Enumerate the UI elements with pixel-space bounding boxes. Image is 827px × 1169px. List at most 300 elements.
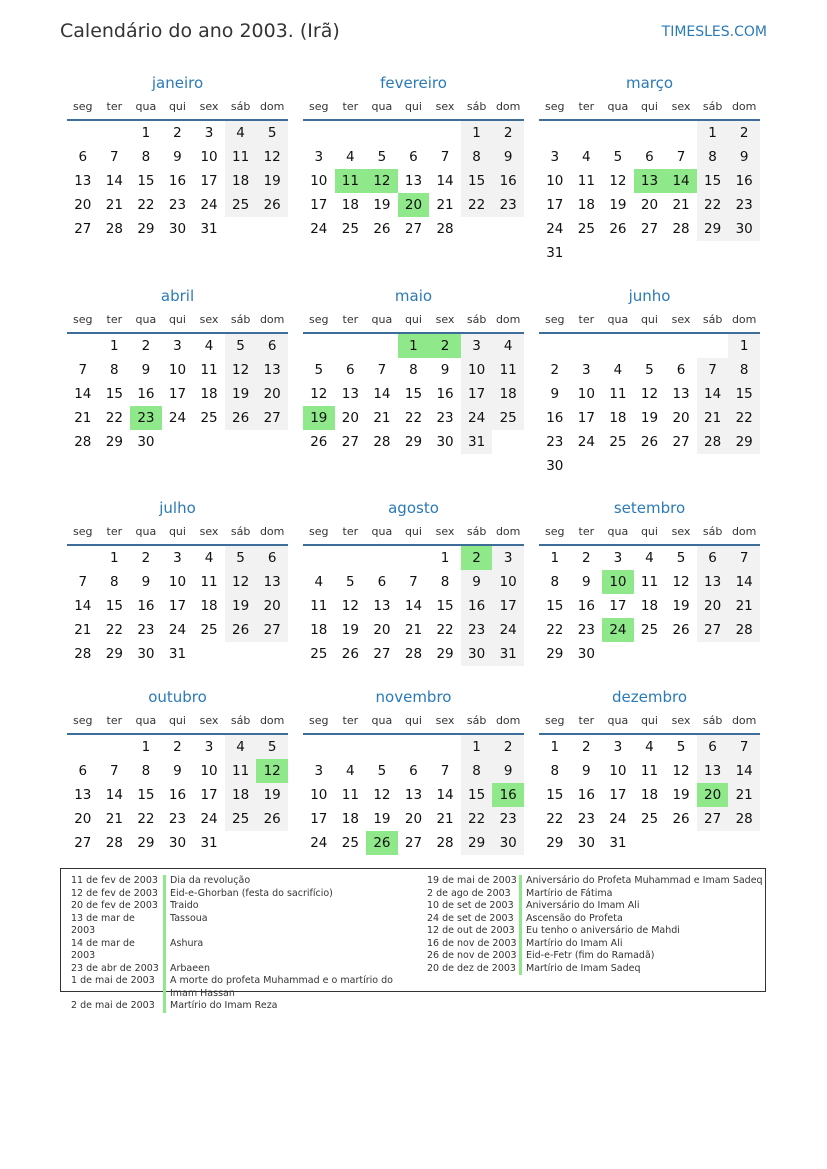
day-cell[interactable]: 4 (582, 149, 591, 165)
day-cell[interactable]: 21 (672, 197, 690, 213)
day-cell[interactable]: 18 (200, 598, 218, 614)
day-cell[interactable]: 18 (609, 410, 627, 426)
day-cell[interactable]: 27 (74, 835, 92, 851)
day-cell[interactable]: 30 (577, 835, 595, 851)
day-cell[interactable]: 29 (436, 646, 454, 662)
day-cell[interactable]: 29 (105, 646, 123, 662)
day-cell[interactable]: 3 (492, 546, 524, 570)
day-cell[interactable]: 18 (341, 811, 359, 827)
day-cell[interactable]: 19 (373, 811, 391, 827)
day-cell[interactable]: 3 (173, 550, 182, 566)
day-cell[interactable]: 7 (110, 763, 119, 779)
day-cell[interactable]: 24 (546, 221, 564, 237)
day-cell[interactable]: 27 (341, 434, 359, 450)
day-cell[interactable]: 1 (110, 550, 119, 566)
day-cell[interactable]: 15 (137, 173, 155, 189)
day-cell[interactable]: 31 (200, 221, 218, 237)
day-cell[interactable]: 24 (461, 406, 493, 430)
day-cell[interactable]: 16 (461, 594, 493, 618)
day-cell[interactable]: 1 (550, 550, 560, 566)
day-cell[interactable]: 9 (440, 362, 450, 378)
day-cell[interactable]: 17 (200, 787, 218, 803)
day-cell[interactable]: 14 (436, 173, 454, 189)
day-cell[interactable]: 17 (168, 386, 187, 402)
day-cell[interactable]: 18 (577, 197, 595, 213)
day-cell[interactable]: 29 (461, 831, 493, 855)
day-cell[interactable]: 6 (256, 546, 288, 570)
day-cell[interactable]: 13 (256, 570, 288, 594)
day-cell[interactable]: 20 (672, 410, 690, 426)
day-cell[interactable]: 26 (256, 807, 288, 831)
day-cell[interactable]: 8 (440, 574, 450, 590)
day-cell[interactable]: 7 (440, 763, 450, 779)
day-cell[interactable]: 24 (168, 622, 187, 638)
day-cell[interactable]: 5 (314, 362, 324, 378)
day-cell[interactable]: 4 (314, 574, 324, 590)
day-cell[interactable]: 29 (728, 430, 760, 454)
day-cell[interactable]: 13 (672, 386, 690, 402)
day-cell[interactable]: 26 (256, 193, 288, 217)
day-cell[interactable]: 23 (577, 811, 595, 827)
day-cell[interactable]: 16 (728, 169, 760, 193)
day-cell[interactable]: 13 (256, 358, 288, 382)
day-cell[interactable]: 18 (225, 169, 257, 193)
day-cell[interactable]: 6 (697, 546, 729, 570)
day-cell[interactable]: 22 (546, 622, 564, 638)
day-cell[interactable]: 17 (168, 598, 187, 614)
day-cell[interactable]: 20 (341, 410, 359, 426)
day-cell[interactable]: 4 (204, 550, 214, 566)
day-cell[interactable]: 13 (697, 759, 729, 783)
day-cell[interactable]: 29 (137, 221, 155, 237)
day-cell[interactable]: 25 (609, 434, 627, 450)
day-cell[interactable]: 1 (440, 550, 450, 566)
day-cell[interactable]: 27 (640, 221, 659, 237)
day-cell[interactable]: 15 (404, 386, 423, 402)
day-cell[interactable]: 30 (492, 831, 524, 855)
day-cell[interactable]: 5 (256, 121, 288, 145)
day-cell[interactable]: 19 (672, 598, 690, 614)
day-cell[interactable]: 30 (461, 642, 493, 666)
day-cell[interactable]: 25 (640, 811, 659, 827)
day-cell[interactable]: 28 (404, 646, 423, 662)
day-cell[interactable]: 3 (461, 334, 493, 358)
day-cell[interactable]: 27 (373, 646, 391, 662)
day-cell[interactable]: 12 (225, 570, 257, 594)
day-cell[interactable]: 20 (373, 622, 391, 638)
day-cell[interactable]: 9 (173, 149, 182, 165)
day-cell[interactable]: 15 (105, 598, 123, 614)
holiday-day-cell[interactable]: 24 (602, 618, 634, 642)
day-cell[interactable]: 21 (373, 410, 391, 426)
day-cell[interactable]: 14 (373, 386, 391, 402)
day-cell[interactable]: 12 (672, 763, 690, 779)
day-cell[interactable]: 23 (728, 193, 760, 217)
day-cell[interactable]: 9 (550, 386, 560, 402)
day-cell[interactable]: 10 (609, 763, 627, 779)
day-cell[interactable]: 15 (697, 169, 729, 193)
day-cell[interactable]: 8 (550, 763, 560, 779)
day-cell[interactable]: 30 (577, 646, 595, 662)
day-cell[interactable]: 27 (697, 807, 729, 831)
day-cell[interactable]: 13 (341, 386, 359, 402)
day-cell[interactable]: 30 (728, 217, 760, 241)
day-cell[interactable]: 22 (404, 410, 423, 426)
day-cell[interactable]: 26 (373, 221, 391, 237)
day-cell[interactable]: 23 (492, 807, 524, 831)
day-cell[interactable]: 4 (225, 735, 257, 759)
day-cell[interactable]: 2 (173, 125, 182, 141)
day-cell[interactable]: 20 (256, 594, 288, 618)
day-cell[interactable]: 22 (105, 410, 123, 426)
day-cell[interactable]: 16 (137, 598, 155, 614)
day-cell[interactable]: 20 (256, 382, 288, 406)
day-cell[interactable]: 27 (672, 434, 690, 450)
holiday-day-cell[interactable]: 2 (429, 334, 461, 358)
day-cell[interactable]: 25 (200, 622, 218, 638)
day-cell[interactable]: 13 (404, 787, 423, 803)
day-cell[interactable]: 19 (640, 410, 659, 426)
day-cell[interactable]: 22 (546, 811, 564, 827)
day-cell[interactable]: 14 (697, 382, 729, 406)
holiday-day-cell[interactable]: 2 (461, 546, 493, 570)
day-cell[interactable]: 19 (256, 169, 288, 193)
day-cell[interactable]: 20 (404, 811, 423, 827)
day-cell[interactable]: 18 (225, 783, 257, 807)
day-cell[interactable]: 9 (141, 574, 151, 590)
day-cell[interactable]: 16 (492, 169, 524, 193)
day-cell[interactable]: 15 (105, 386, 123, 402)
day-cell[interactable]: 6 (78, 149, 88, 165)
day-cell[interactable]: 8 (110, 574, 119, 590)
day-cell[interactable]: 9 (582, 763, 591, 779)
day-cell[interactable]: 4 (645, 739, 654, 755)
day-cell[interactable]: 8 (697, 145, 729, 169)
day-cell[interactable]: 30 (168, 835, 187, 851)
day-cell[interactable]: 21 (728, 594, 760, 618)
day-cell[interactable]: 11 (225, 759, 257, 783)
day-cell[interactable]: 25 (200, 410, 218, 426)
day-cell[interactable]: 21 (436, 197, 454, 213)
day-cell[interactable]: 7 (440, 149, 450, 165)
day-cell[interactable]: 25 (341, 221, 359, 237)
day-cell[interactable]: 4 (225, 121, 257, 145)
day-cell[interactable]: 22 (436, 622, 454, 638)
day-cell[interactable]: 10 (546, 173, 564, 189)
day-cell[interactable]: 6 (409, 763, 418, 779)
day-cell[interactable]: 3 (613, 739, 623, 755)
day-cell[interactable]: 8 (550, 574, 560, 590)
day-cell[interactable]: 2 (728, 121, 760, 145)
day-cell[interactable]: 30 (546, 458, 564, 474)
day-cell[interactable]: 7 (728, 546, 760, 570)
day-cell[interactable]: 26 (341, 646, 359, 662)
day-cell[interactable]: 22 (461, 193, 493, 217)
day-cell[interactable]: 31 (168, 646, 187, 662)
day-cell[interactable]: 3 (613, 550, 623, 566)
day-cell[interactable]: 25 (492, 406, 524, 430)
holiday-day-cell[interactable]: 20 (697, 783, 729, 807)
day-cell[interactable]: 18 (341, 197, 359, 213)
day-cell[interactable]: 21 (728, 783, 760, 807)
day-cell[interactable]: 21 (436, 811, 454, 827)
day-cell[interactable]: 24 (200, 197, 218, 213)
day-cell[interactable]: 4 (492, 334, 524, 358)
day-cell[interactable]: 25 (341, 835, 359, 851)
day-cell[interactable]: 19 (256, 783, 288, 807)
day-cell[interactable]: 28 (728, 618, 760, 642)
day-cell[interactable]: 28 (672, 221, 690, 237)
day-cell[interactable]: 5 (676, 739, 686, 755)
day-cell[interactable]: 11 (310, 598, 328, 614)
day-cell[interactable]: 19 (373, 197, 391, 213)
day-cell[interactable]: 31 (200, 835, 218, 851)
day-cell[interactable]: 11 (577, 173, 595, 189)
day-cell[interactable]: 14 (74, 598, 92, 614)
day-cell[interactable]: 29 (546, 646, 564, 662)
day-cell[interactable]: 13 (404, 173, 423, 189)
day-cell[interactable]: 5 (225, 546, 257, 570)
day-cell[interactable]: 10 (310, 173, 328, 189)
day-cell[interactable]: 11 (640, 574, 659, 590)
day-cell[interactable]: 22 (697, 193, 729, 217)
day-cell[interactable]: 3 (173, 338, 182, 354)
day-cell[interactable]: 1 (461, 735, 493, 759)
holiday-day-cell[interactable]: 26 (366, 831, 398, 855)
day-cell[interactable]: 6 (346, 362, 355, 378)
day-cell[interactable]: 3 (204, 739, 214, 755)
holiday-day-cell[interactable]: 1 (398, 334, 430, 358)
day-cell[interactable]: 7 (697, 358, 729, 382)
day-cell[interactable]: 9 (173, 763, 182, 779)
day-cell[interactable]: 4 (346, 149, 355, 165)
day-cell[interactable]: 21 (697, 406, 729, 430)
day-cell[interactable]: 29 (404, 434, 423, 450)
day-cell[interactable]: 30 (436, 434, 454, 450)
day-cell[interactable]: 2 (550, 362, 560, 378)
day-cell[interactable]: 12 (640, 386, 659, 402)
day-cell[interactable]: 13 (74, 173, 92, 189)
day-cell[interactable]: 9 (141, 362, 151, 378)
day-cell[interactable]: 9 (461, 570, 493, 594)
day-cell[interactable]: 5 (676, 550, 686, 566)
day-cell[interactable]: 8 (141, 763, 151, 779)
day-cell[interactable]: 26 (310, 434, 328, 450)
day-cell[interactable]: 10 (200, 149, 218, 165)
day-cell[interactable]: 11 (492, 358, 524, 382)
day-cell[interactable]: 21 (74, 622, 92, 638)
day-cell[interactable]: 6 (377, 574, 387, 590)
holiday-day-cell[interactable]: 12 (366, 169, 398, 193)
day-cell[interactable]: 23 (492, 193, 524, 217)
day-cell[interactable]: 26 (672, 811, 690, 827)
day-cell[interactable]: 23 (168, 811, 187, 827)
day-cell[interactable]: 6 (697, 735, 729, 759)
day-cell[interactable]: 21 (74, 410, 92, 426)
day-cell[interactable]: 15 (461, 783, 493, 807)
day-cell[interactable]: 15 (546, 598, 564, 614)
day-cell[interactable]: 24 (577, 434, 595, 450)
day-cell[interactable]: 25 (225, 807, 257, 831)
day-cell[interactable]: 14 (728, 759, 760, 783)
day-cell[interactable]: 7 (78, 362, 88, 378)
day-cell[interactable]: 12 (256, 145, 288, 169)
day-cell[interactable]: 27 (404, 221, 423, 237)
day-cell[interactable]: 5 (346, 574, 355, 590)
day-cell[interactable]: 9 (582, 574, 591, 590)
day-cell[interactable]: 24 (200, 811, 218, 827)
day-cell[interactable]: 31 (461, 430, 493, 454)
day-cell[interactable]: 8 (409, 362, 418, 378)
day-cell[interactable]: 28 (105, 221, 123, 237)
day-cell[interactable]: 2 (141, 550, 151, 566)
day-cell[interactable]: 19 (225, 594, 257, 618)
day-cell[interactable]: 1 (728, 334, 760, 358)
day-cell[interactable]: 9 (728, 145, 760, 169)
day-cell[interactable]: 13 (373, 598, 391, 614)
holiday-day-cell[interactable]: 11 (335, 169, 367, 193)
day-cell[interactable]: 14 (436, 787, 454, 803)
day-cell[interactable]: 10 (200, 763, 218, 779)
day-cell[interactable]: 17 (546, 197, 564, 213)
day-cell[interactable]: 1 (141, 739, 151, 755)
day-cell[interactable]: 16 (577, 787, 595, 803)
day-cell[interactable]: 28 (105, 835, 123, 851)
day-cell[interactable]: 13 (697, 570, 729, 594)
day-cell[interactable]: 10 (168, 362, 187, 378)
day-cell[interactable]: 25 (577, 221, 595, 237)
day-cell[interactable]: 17 (200, 173, 218, 189)
day-cell[interactable]: 26 (640, 434, 659, 450)
day-cell[interactable]: 22 (728, 406, 760, 430)
day-cell[interactable]: 29 (697, 217, 729, 241)
day-cell[interactable]: 8 (141, 149, 151, 165)
day-cell[interactable]: 18 (492, 382, 524, 406)
day-cell[interactable]: 15 (728, 382, 760, 406)
day-cell[interactable]: 12 (373, 787, 391, 803)
day-cell[interactable]: 4 (204, 338, 214, 354)
day-cell[interactable]: 9 (492, 759, 524, 783)
day-cell[interactable]: 6 (78, 763, 88, 779)
day-cell[interactable]: 2 (582, 739, 591, 755)
day-cell[interactable]: 12 (672, 574, 690, 590)
day-cell[interactable]: 17 (310, 197, 328, 213)
day-cell[interactable]: 6 (676, 362, 686, 378)
day-cell[interactable]: 2 (141, 338, 151, 354)
day-cell[interactable]: 30 (137, 646, 155, 662)
day-cell[interactable]: 11 (609, 386, 627, 402)
day-cell[interactable]: 2 (173, 739, 182, 755)
day-cell[interactable]: 12 (609, 173, 627, 189)
day-cell[interactable]: 18 (640, 787, 659, 803)
day-cell[interactable]: 15 (461, 169, 493, 193)
day-cell[interactable]: 24 (609, 811, 627, 827)
holiday-day-cell[interactable]: 12 (256, 759, 288, 783)
day-cell[interactable]: 17 (310, 811, 328, 827)
day-cell[interactable]: 27 (697, 618, 729, 642)
day-cell[interactable]: 17 (577, 410, 595, 426)
holiday-day-cell[interactable]: 13 (634, 169, 666, 193)
day-cell[interactable]: 8 (461, 145, 493, 169)
day-cell[interactable]: 18 (310, 622, 328, 638)
holiday-day-cell[interactable]: 23 (130, 406, 162, 430)
day-cell[interactable]: 14 (105, 787, 123, 803)
day-cell[interactable]: 9 (492, 145, 524, 169)
day-cell[interactable]: 28 (373, 434, 391, 450)
day-cell[interactable]: 19 (609, 197, 627, 213)
day-cell[interactable]: 5 (256, 735, 288, 759)
day-cell[interactable]: 1 (697, 121, 729, 145)
day-cell[interactable]: 17 (609, 787, 627, 803)
holiday-day-cell[interactable]: 14 (665, 169, 697, 193)
day-cell[interactable]: 28 (74, 646, 92, 662)
day-cell[interactable]: 28 (436, 835, 454, 851)
day-cell[interactable]: 19 (341, 622, 359, 638)
day-cell[interactable]: 2 (492, 121, 524, 145)
day-cell[interactable]: 28 (728, 807, 760, 831)
day-cell[interactable]: 1 (141, 125, 151, 141)
day-cell[interactable]: 24 (310, 221, 328, 237)
day-cell[interactable]: 28 (697, 430, 729, 454)
day-cell[interactable]: 3 (314, 763, 324, 779)
day-cell[interactable]: 10 (461, 358, 493, 382)
day-cell[interactable]: 16 (168, 787, 187, 803)
day-cell[interactable]: 22 (105, 622, 123, 638)
day-cell[interactable]: 10 (168, 574, 187, 590)
day-cell[interactable]: 20 (640, 197, 659, 213)
day-cell[interactable]: 3 (550, 149, 560, 165)
day-cell[interactable]: 23 (436, 410, 454, 426)
day-cell[interactable]: 3 (314, 149, 324, 165)
day-cell[interactable]: 7 (110, 149, 119, 165)
day-cell[interactable]: 17 (609, 598, 627, 614)
day-cell[interactable]: 5 (613, 149, 623, 165)
day-cell[interactable]: 5 (645, 362, 654, 378)
day-cell[interactable]: 22 (461, 807, 493, 831)
day-cell[interactable]: 2 (492, 735, 524, 759)
day-cell[interactable]: 5 (377, 763, 387, 779)
day-cell[interactable]: 16 (137, 386, 155, 402)
day-cell[interactable]: 8 (728, 358, 760, 382)
day-cell[interactable]: 16 (577, 598, 595, 614)
day-cell[interactable]: 11 (200, 362, 218, 378)
day-cell[interactable]: 21 (404, 622, 423, 638)
day-cell[interactable]: 4 (645, 550, 654, 566)
day-cell[interactable]: 29 (105, 434, 123, 450)
day-cell[interactable]: 10 (492, 570, 524, 594)
day-cell[interactable]: 17 (461, 382, 493, 406)
day-cell[interactable]: 14 (74, 386, 92, 402)
day-cell[interactable]: 15 (137, 787, 155, 803)
day-cell[interactable]: 7 (728, 735, 760, 759)
day-cell[interactable]: 20 (697, 594, 729, 618)
day-cell[interactable]: 21 (105, 197, 123, 213)
day-cell[interactable]: 23 (577, 622, 595, 638)
day-cell[interactable]: 24 (492, 618, 524, 642)
day-cell[interactable]: 6 (256, 334, 288, 358)
day-cell[interactable]: 31 (609, 835, 627, 851)
day-cell[interactable]: 19 (672, 787, 690, 803)
day-cell[interactable]: 25 (310, 646, 328, 662)
day-cell[interactable]: 11 (341, 787, 359, 803)
day-cell[interactable]: 29 (546, 835, 564, 851)
holiday-day-cell[interactable]: 20 (398, 193, 430, 217)
day-cell[interactable]: 1 (461, 121, 493, 145)
day-cell[interactable]: 21 (105, 811, 123, 827)
day-cell[interactable]: 3 (204, 125, 214, 141)
day-cell[interactable]: 2 (582, 550, 591, 566)
day-cell[interactable]: 16 (436, 386, 454, 402)
